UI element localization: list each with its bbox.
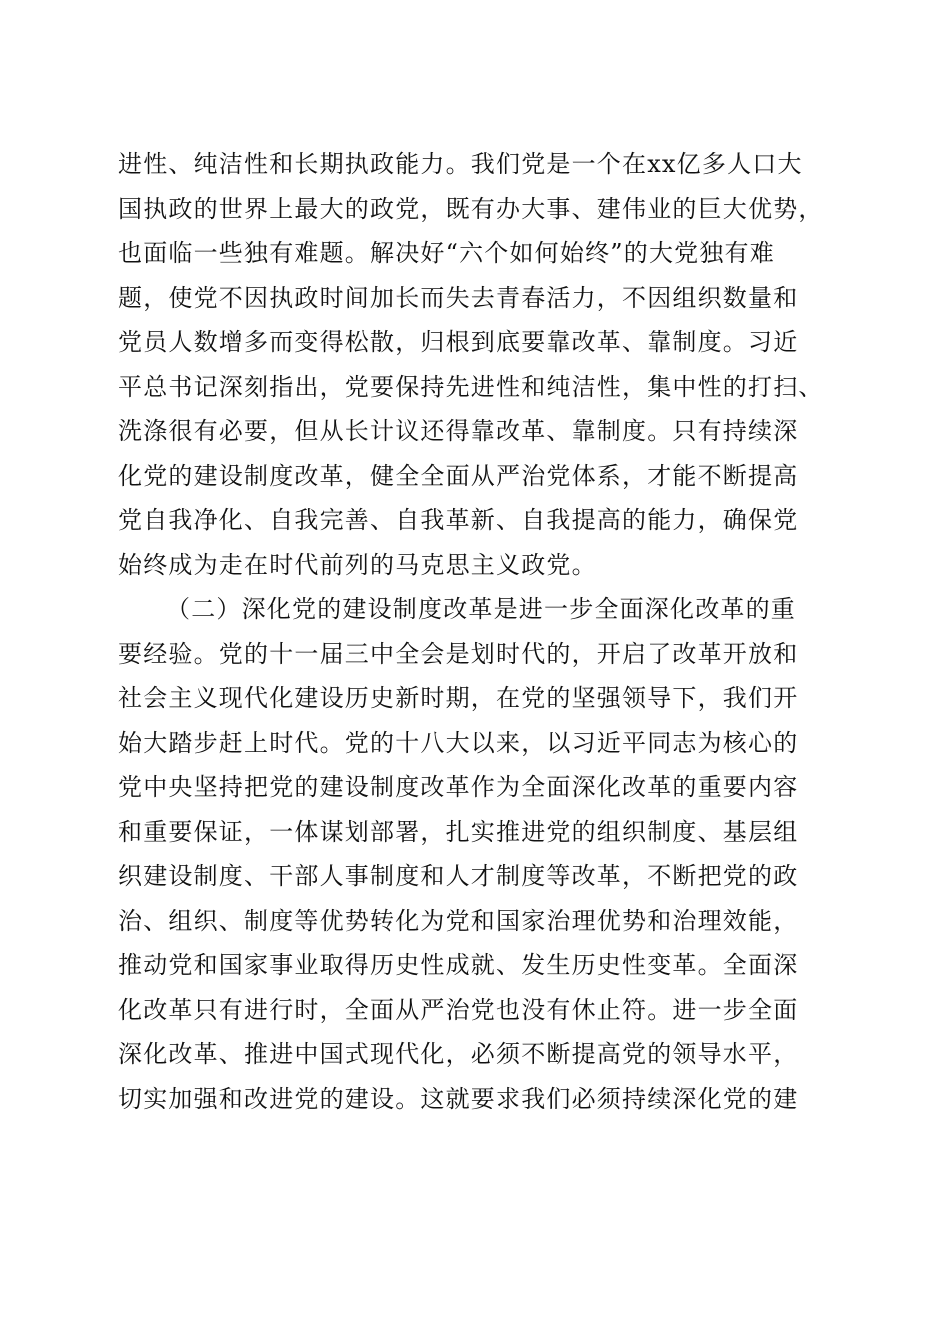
text-line: 切实加强和改进党的建设。这就要求我们必须持续深化党的建: [118, 1084, 799, 1113]
text-line: 推动党和国家事业取得历史性成就、发生历史性变革。全面深: [118, 951, 799, 979]
text-line: 织建设制度、干部人事制度和人才制度等改革，不断把党的政: [118, 862, 799, 890]
text-line: 党自我净化、自我完善、自我革新、自我提高的能力，确保党: [118, 506, 799, 534]
text-line: 化改革只有进行时，全面从严治党也没有休止符。进一步全面: [118, 995, 799, 1024]
text-line: 始终成为走在时代前列的马克思主义政党。: [118, 550, 597, 579]
text-line: 党员人数增多而变得松散，归根到底要靠改革、靠制度。习近: [118, 328, 799, 356]
text-line: 要经验。党的十一届三中全会是划时代的，开启了改革开放和: [118, 639, 799, 668]
text-line: 和重要保证，一体谋划部署，扎实推进党的组织制度、基层组: [118, 817, 799, 846]
text-line: 洗涤很有必要，但从长计议还得靠改革、靠制度。只有持续深: [118, 417, 799, 445]
text-line: 平总书记深刻指出，党要保持先进性和纯洁性，集中性的打扫、: [118, 372, 824, 401]
text-line: 深化改革、推进中国式现代化，必须不断提高党的领导水平，: [118, 1040, 799, 1068]
document-body: [118, 142, 830, 1121]
section-heading-line: （二）深化党的建设制度改革是进一步全面深化改革的重: [166, 595, 796, 623]
text-line: 始大踏步赶上时代。党的十八大以来，以习近平同志为核心的: [118, 728, 799, 757]
text-line: 化党的建设制度改革，健全全面从严治党体系，才能不断提高: [118, 461, 799, 490]
text-line: 治、组织、制度等优势转化为党和国家治理优势和治理效能，: [118, 906, 799, 935]
text-line: 进性、纯洁性和长期执政能力。我们党是一个在xx亿多人口大: [118, 150, 803, 178]
text-line: 党中央坚持把党的建设制度改革作为全面深化改革的重要内容: [118, 773, 799, 801]
text-line: 国执政的世界上最大的政党，既有办大事、建伟业的巨大优势，: [118, 194, 824, 223]
text-line: 社会主义现代化建设历史新时期，在党的坚强领导下，我们开: [118, 684, 799, 712]
text-line: 也面临一些独有难题。解决好“六个如何始终”的大党独有难: [118, 239, 775, 267]
text-line: 题，使党不因执政时间加长而失去青春活力，不因组织数量和: [118, 283, 799, 312]
